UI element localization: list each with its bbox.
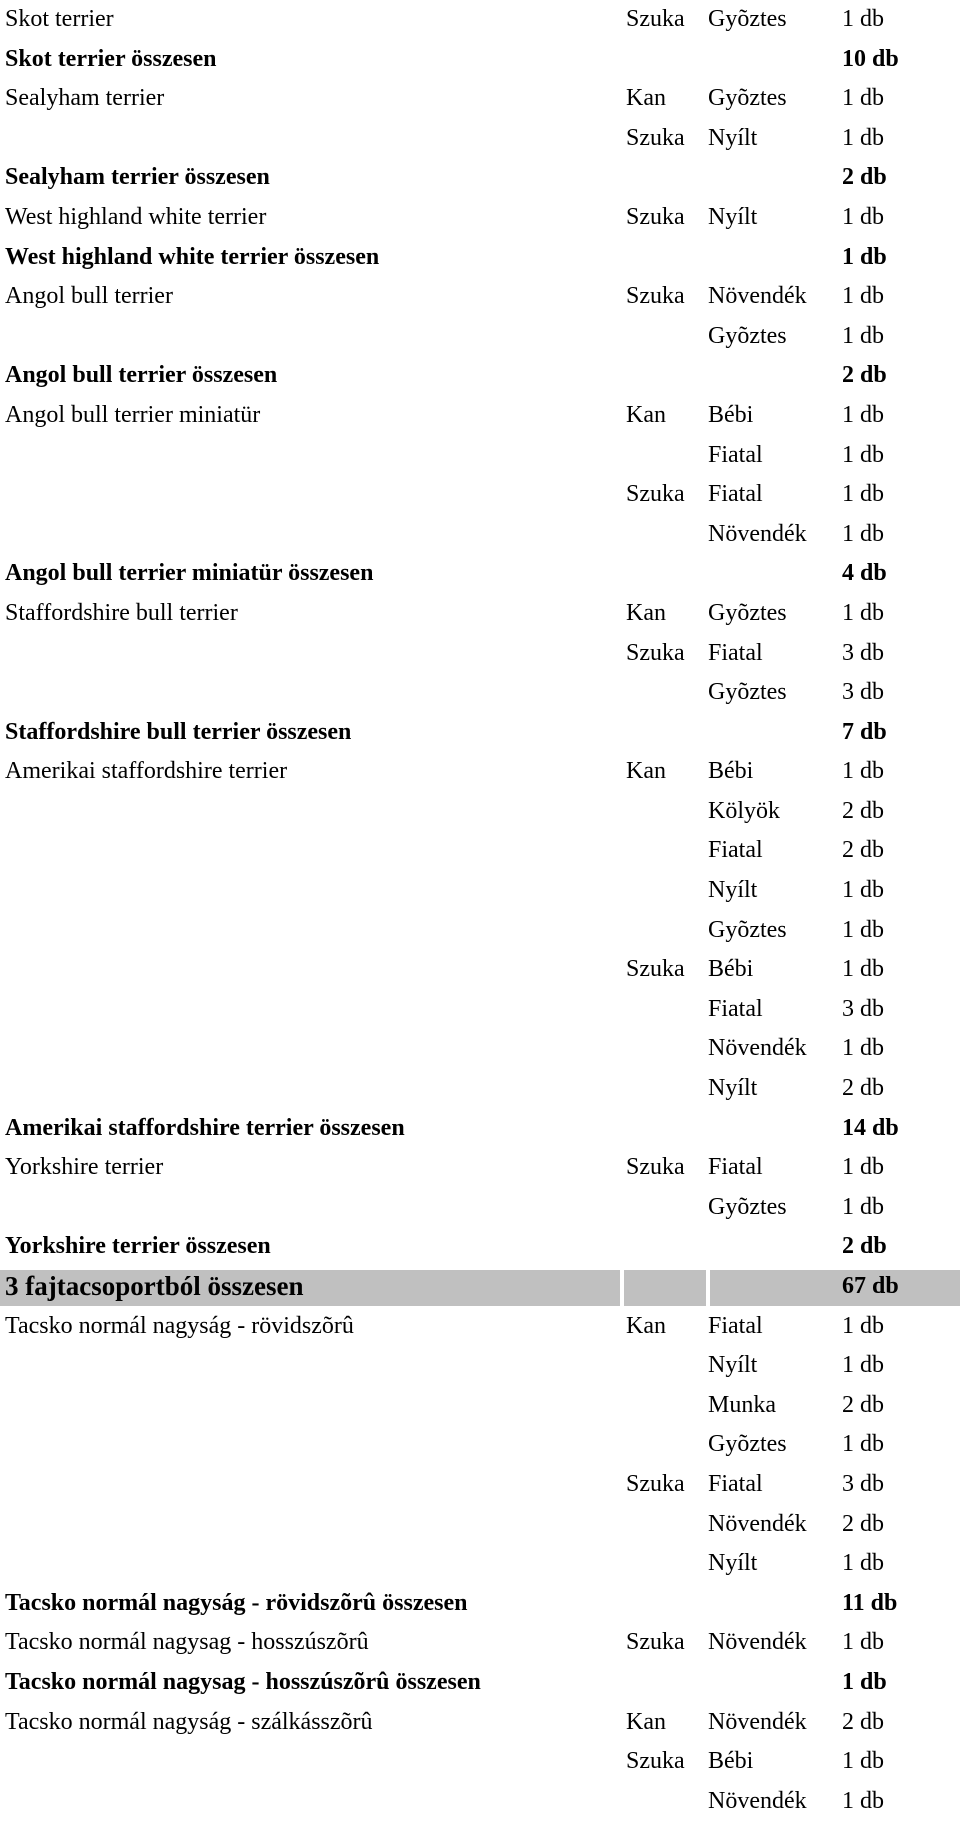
sex-label: Szuka [626,1154,685,1181]
breed-name: Sealyham terrier [5,85,165,112]
entry-row [0,436,960,476]
entry-count: 3 db [842,679,884,706]
breed-total-row [0,238,960,278]
breed-total-count: 1 db [842,1668,887,1695]
breed-name: Staffordshire bull terrier [5,599,238,626]
breed-total-row [0,40,960,80]
entry-row [0,1742,960,1782]
entry-count: 1 db [842,441,884,468]
breed-total-count: 4 db [842,560,887,587]
entry-count: 1 db [842,283,884,310]
class-label: Fiatal [708,1312,763,1339]
entry-count: 1 db [842,1787,884,1814]
entry-count: 1 db [842,401,884,428]
class-label: Nyílt [708,1352,758,1379]
class-label: Fiatal [708,441,763,468]
group-total-row [0,1267,960,1307]
entry-count: 1 db [842,956,884,983]
entry-count: 1 db [842,1352,884,1379]
entry-row [0,673,960,713]
breed-total-count: 2 db [842,1233,887,1260]
class-label: Bébi [708,956,754,983]
sex-label: Szuka [626,1470,685,1497]
breed-total-label: West highland white terrier összesen [5,243,380,270]
entry-count: 2 db [842,1391,884,1418]
entry-count: 1 db [842,1035,884,1062]
class-label: Fiatal [708,481,763,508]
class-label: Bébi [708,758,754,785]
breed-name: Skot terrier [5,6,114,32]
class-label: Nyílt [708,877,758,904]
entry-count: 1 db [842,481,884,508]
class-label: Fiatal [708,995,763,1022]
breed-total-row [0,554,960,594]
entry-count: 1 db [842,1312,884,1339]
entry-count: 1 db [842,1550,884,1577]
breed-total-row [0,158,960,198]
entry-count: 1 db [842,1193,884,1220]
breed-total-label: Angol bull terrier összesen [5,362,278,389]
breed-total-label: Amerikai staffordshire terrier összesen [5,1114,405,1141]
breed-total-count: 2 db [842,164,887,191]
breed-name: Amerikai staffordshire terrier [5,758,288,785]
group-total-label: 3 fajtacsoportból összesen [5,1271,304,1301]
entry-count: 2 db [842,837,884,864]
class-label: Gyõztes [708,1193,787,1220]
sex-label: Szuka [626,1748,685,1775]
breed-name: Tacsko normál nagyság - szálkásszõrû [5,1708,373,1735]
entry-row [0,831,960,871]
class-label: Növendék [708,1510,807,1537]
breed-total-count: 14 db [842,1114,899,1141]
entry-row [0,1069,960,1109]
breed-total-row [0,1584,960,1624]
entry-count: 2 db [842,1708,884,1735]
entry-row [0,1346,960,1386]
entry-row [0,1623,960,1663]
class-label: Növendék [708,520,807,547]
sex-label: Szuka [626,124,685,151]
entry-count: 3 db [842,995,884,1022]
entry-row [0,1188,960,1228]
sex-label: Kan [626,1312,666,1339]
entry-row [0,1544,960,1584]
entry-row [0,1465,960,1505]
entry-count: 1 db [842,322,884,349]
breed-total-row [0,356,960,396]
entry-count: 2 db [842,797,884,824]
entry-count: 1 db [842,203,884,230]
entry-count: 1 db [842,599,884,626]
sex-label: Szuka [626,956,685,983]
entry-count: 1 db [842,1154,884,1181]
breed-total-label: Skot terrier összesen [5,45,217,72]
entry-row [0,0,960,40]
breed-total-label: Sealyham terrier összesen [5,164,270,191]
entry-count: 1 db [842,85,884,112]
entry-row [0,119,960,159]
entry-count: 1 db [842,1431,884,1458]
entry-row [0,475,960,515]
class-label: Bébi [708,1748,754,1775]
sex-label: Kan [626,401,666,428]
class-label: Nyílt [708,124,758,151]
breed-total-count: 10 db [842,45,899,72]
entry-count: 1 db [842,1748,884,1775]
entry-count: 1 db [842,916,884,943]
breed-name: Yorkshire terrier [5,1154,164,1181]
entry-row [0,79,960,119]
breed-total-label: Yorkshire terrier összesen [5,1233,271,1260]
class-label: Gyõztes [708,599,787,626]
breed-total-label: Tacsko normál nagyság - rövidszõrû összesen [5,1589,468,1616]
class-label: Növendék [708,283,807,310]
breed-name: Tacsko normál nagyság - rövidszõrû [5,1312,354,1339]
entry-count: 3 db [842,1470,884,1497]
entry-row [0,950,960,990]
breed-name: West highland white terrier [5,203,267,230]
entry-row [0,1029,960,1069]
entry-row [0,317,960,357]
entry-row [0,1505,960,1545]
sex-label: Szuka [626,1629,685,1656]
entry-row [0,990,960,1030]
breed-name: Angol bull terrier [5,283,173,310]
breed-name: Tacsko normál nagysag - hosszúszõrû [5,1629,369,1656]
entry-count: 2 db [842,1510,884,1537]
class-label: Fiatal [708,1154,763,1181]
entry-count: 1 db [842,758,884,785]
sex-label: Szuka [626,283,685,310]
breed-total-count: 1 db [842,243,887,270]
class-label: Növendék [708,1787,807,1814]
class-label: Gyõztes [708,6,787,32]
sex-label: Kan [626,758,666,785]
entry-row [0,792,960,832]
entry-row [0,198,960,238]
breed-total-row [0,1109,960,1149]
breed-total-row [0,1663,960,1703]
entry-count: 1 db [842,877,884,904]
class-label: Fiatal [708,639,763,666]
class-label: Nyílt [708,203,758,230]
entry-count: 1 db [842,6,884,32]
breed-name: Angol bull terrier miniatür [5,401,261,428]
breed-total-row [0,713,960,753]
class-label: Gyõztes [708,916,787,943]
breed-total-count: 7 db [842,718,887,745]
breed-total-label: Staffordshire bull terrier összesen [5,718,352,745]
entry-count: 1 db [842,124,884,151]
class-label: Növendék [708,1708,807,1735]
class-label: Fiatal [708,837,763,864]
entry-row [0,396,960,436]
entry-count: 1 db [842,1629,884,1656]
class-label: Gyõztes [708,322,787,349]
class-label: Növendék [708,1035,807,1062]
sex-label: Szuka [626,203,685,230]
sex-label: Kan [626,599,666,626]
breed-total-count: 11 db [842,1589,898,1616]
entry-row [0,1782,960,1821]
class-label: Nyílt [708,1550,758,1577]
entry-row [0,515,960,555]
group-total-background [710,1270,960,1306]
class-label: Fiatal [708,1470,763,1497]
entry-row [0,911,960,951]
entry-row [0,752,960,792]
group-total-count: 67 db [842,1273,899,1299]
class-label: Növendék [708,1629,807,1656]
class-label: Gyõztes [708,85,787,112]
entry-row [0,1425,960,1465]
sex-label: Szuka [626,6,685,32]
entry-row [0,277,960,317]
entry-row [0,594,960,634]
entry-row [0,1386,960,1426]
entry-row [0,1148,960,1188]
class-label: Gyõztes [708,1431,787,1458]
class-label: Munka [708,1391,776,1418]
class-label: Nyílt [708,1075,758,1102]
entry-row [0,634,960,674]
sex-label: Szuka [626,639,685,666]
entry-count: 1 db [842,520,884,547]
sex-label: Kan [626,85,666,112]
entry-row [0,1703,960,1743]
entry-count: 3 db [842,639,884,666]
sex-label: Kan [626,1708,666,1735]
class-label: Kölyök [708,797,780,824]
entry-count: 2 db [842,1075,884,1102]
breed-total-row [0,1227,960,1267]
class-label: Gyõztes [708,679,787,706]
entry-row [0,1307,960,1347]
entry-row [0,871,960,911]
group-total-background [624,1270,706,1306]
sex-label: Szuka [626,481,685,508]
breed-total-label: Angol bull terrier miniatür összesen [5,560,374,587]
breed-total-label: Tacsko normál nagysag - hosszúszõrû összesen [5,1668,481,1695]
breed-total-count: 2 db [842,362,887,389]
class-label: Bébi [708,401,754,428]
